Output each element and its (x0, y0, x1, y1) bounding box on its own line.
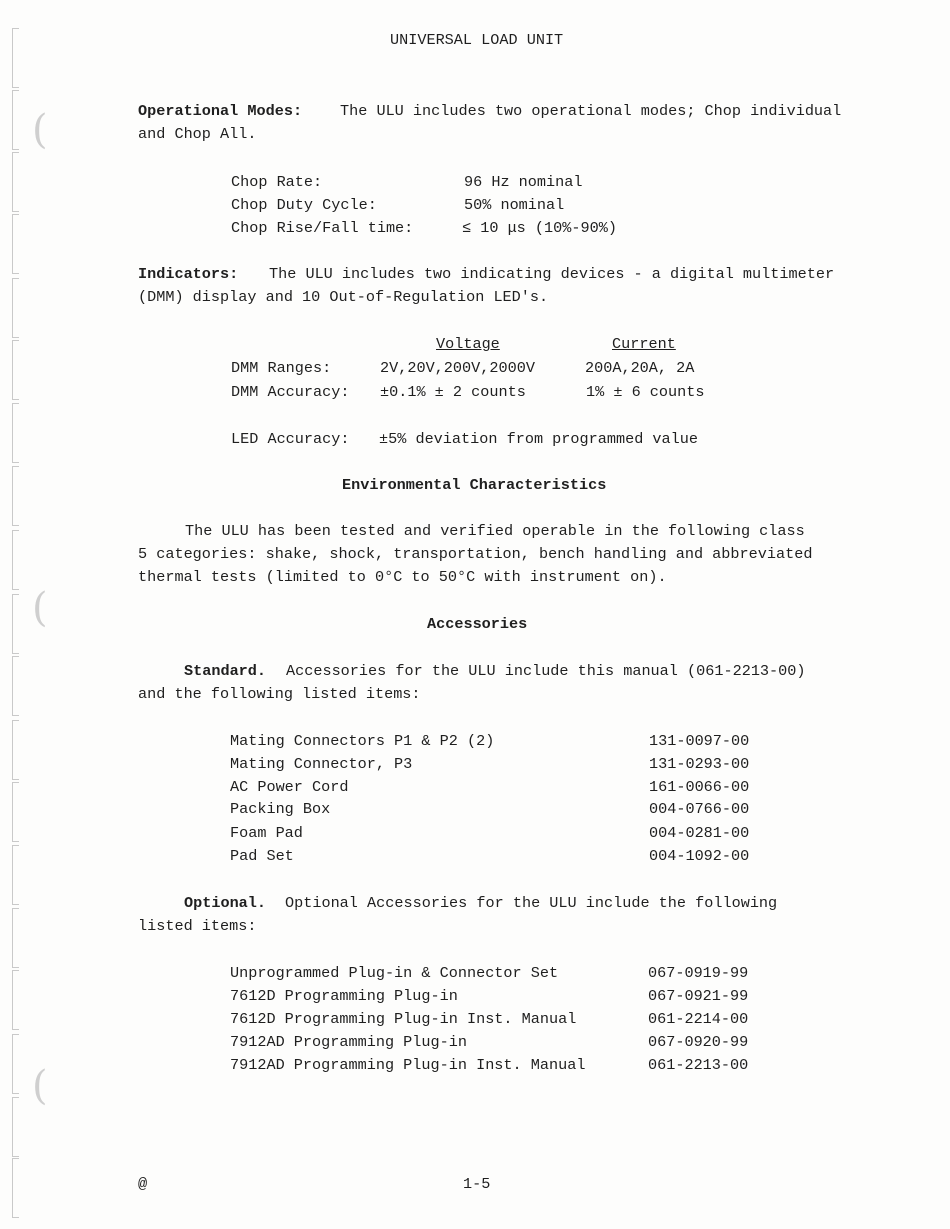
list-item-part: 161-0066-00 (649, 778, 750, 796)
list-item-name: Mating Connector, P3 (230, 755, 413, 773)
environmental-line3: thermal tests (limited to 0°C to 50°C with instrument on). (138, 568, 667, 586)
indicators-heading: Indicators: (138, 265, 239, 283)
list-item-name: 7612D Programming Plug-in Inst. Manual (230, 1010, 577, 1028)
list-item-part: 067-0919-99 (648, 964, 749, 982)
chop-rate-label: Chop Rate: (231, 173, 323, 191)
optional-line1: Optional Accessories for the ULU include the following (285, 894, 778, 912)
dmm-accuracy-label: DMM Accuracy: (231, 383, 350, 401)
list-item-name: 7912AD Programming Plug-in Inst. Manual (230, 1056, 586, 1074)
list-item-part: 061-2214-00 (648, 1010, 749, 1028)
dmm-ranges-voltage: 2V,20V,200V,2000V (380, 359, 535, 377)
standard-heading: Standard. (184, 662, 267, 680)
page-title: UNIVERSAL LOAD UNIT (390, 31, 564, 49)
indicators-text-line2: (DMM) display and 10 Out-of-Regulation LED's. (138, 288, 549, 306)
optional-line2: listed items: (138, 917, 257, 935)
indicators-text-line1: The ULU includes two indicating devices - a digital multimeter (269, 265, 835, 283)
environmental-line1: The ULU has been tested and verified operable in the following class (185, 522, 805, 540)
standard-line2: and the following listed items: (138, 685, 421, 703)
list-item-part: 004-1092-00 (649, 847, 750, 865)
list-item-name: 7612D Programming Plug-in (230, 987, 458, 1005)
list-item-name: Pad Set (230, 847, 294, 865)
chop-duty-value: 50% nominal (464, 196, 565, 214)
list-item-part: 004-0766-00 (649, 800, 750, 818)
list-item-part: 131-0293-00 (649, 755, 750, 773)
list-item-part: 061-2213-00 (648, 1056, 749, 1074)
list-item-part: 004-0281-00 (649, 824, 750, 842)
list-item-part: 067-0921-99 (648, 987, 749, 1005)
list-item-part: 067-0920-99 (648, 1033, 749, 1051)
standard-line1: Accessories for the ULU include this manual (061-2213-00) (286, 662, 806, 680)
list-item-name: Packing Box (230, 800, 331, 818)
list-item-name: Unprogrammed Plug-in & Connector Set (230, 964, 559, 982)
operational-text-line1: The ULU includes two operational modes; Chop individual (340, 102, 842, 120)
chop-rate-value: 96 Hz nominal (464, 173, 583, 191)
list-item-name: Mating Connectors P1 & P2 (2) (230, 732, 495, 750)
led-accuracy-value: ±5% deviation from programmed value (379, 430, 698, 448)
dmm-ranges-label: DMM Ranges: (231, 359, 332, 377)
environmental-line2: 5 categories: shake, shock, transportation, bench handling and abbreviated (138, 545, 813, 563)
page-number: 1-5 (463, 1175, 491, 1193)
optional-heading: Optional. (184, 894, 267, 912)
led-accuracy-label: LED Accuracy: (231, 430, 350, 448)
voltage-column-header: Voltage (436, 335, 500, 353)
list-item-name: Foam Pad (230, 824, 303, 842)
current-column-header: Current (612, 335, 676, 353)
list-item-part: 131-0097-00 (649, 732, 750, 750)
list-item-name: 7912AD Programming Plug-in (230, 1033, 467, 1051)
environmental-heading: Environmental Characteristics (342, 476, 607, 494)
accessories-heading: Accessories (427, 615, 528, 633)
dmm-accuracy-voltage: ±0.1% ± 2 counts (380, 383, 526, 401)
footer-symbol: @ (138, 1175, 148, 1193)
chop-rise-value: ≤ 10 μs (10%-90%) (462, 219, 617, 237)
dmm-ranges-current: 200A,20A, 2A (585, 359, 695, 377)
list-item-name: AC Power Cord (230, 778, 349, 796)
operational-text-line2: and Chop All. (138, 125, 257, 143)
chop-rise-label: Chop Rise/Fall time: (231, 219, 414, 237)
chop-duty-label: Chop Duty Cycle: (231, 196, 377, 214)
operational-heading: Operational Modes: (138, 102, 303, 120)
dmm-accuracy-current: 1% ± 6 counts (586, 383, 705, 401)
